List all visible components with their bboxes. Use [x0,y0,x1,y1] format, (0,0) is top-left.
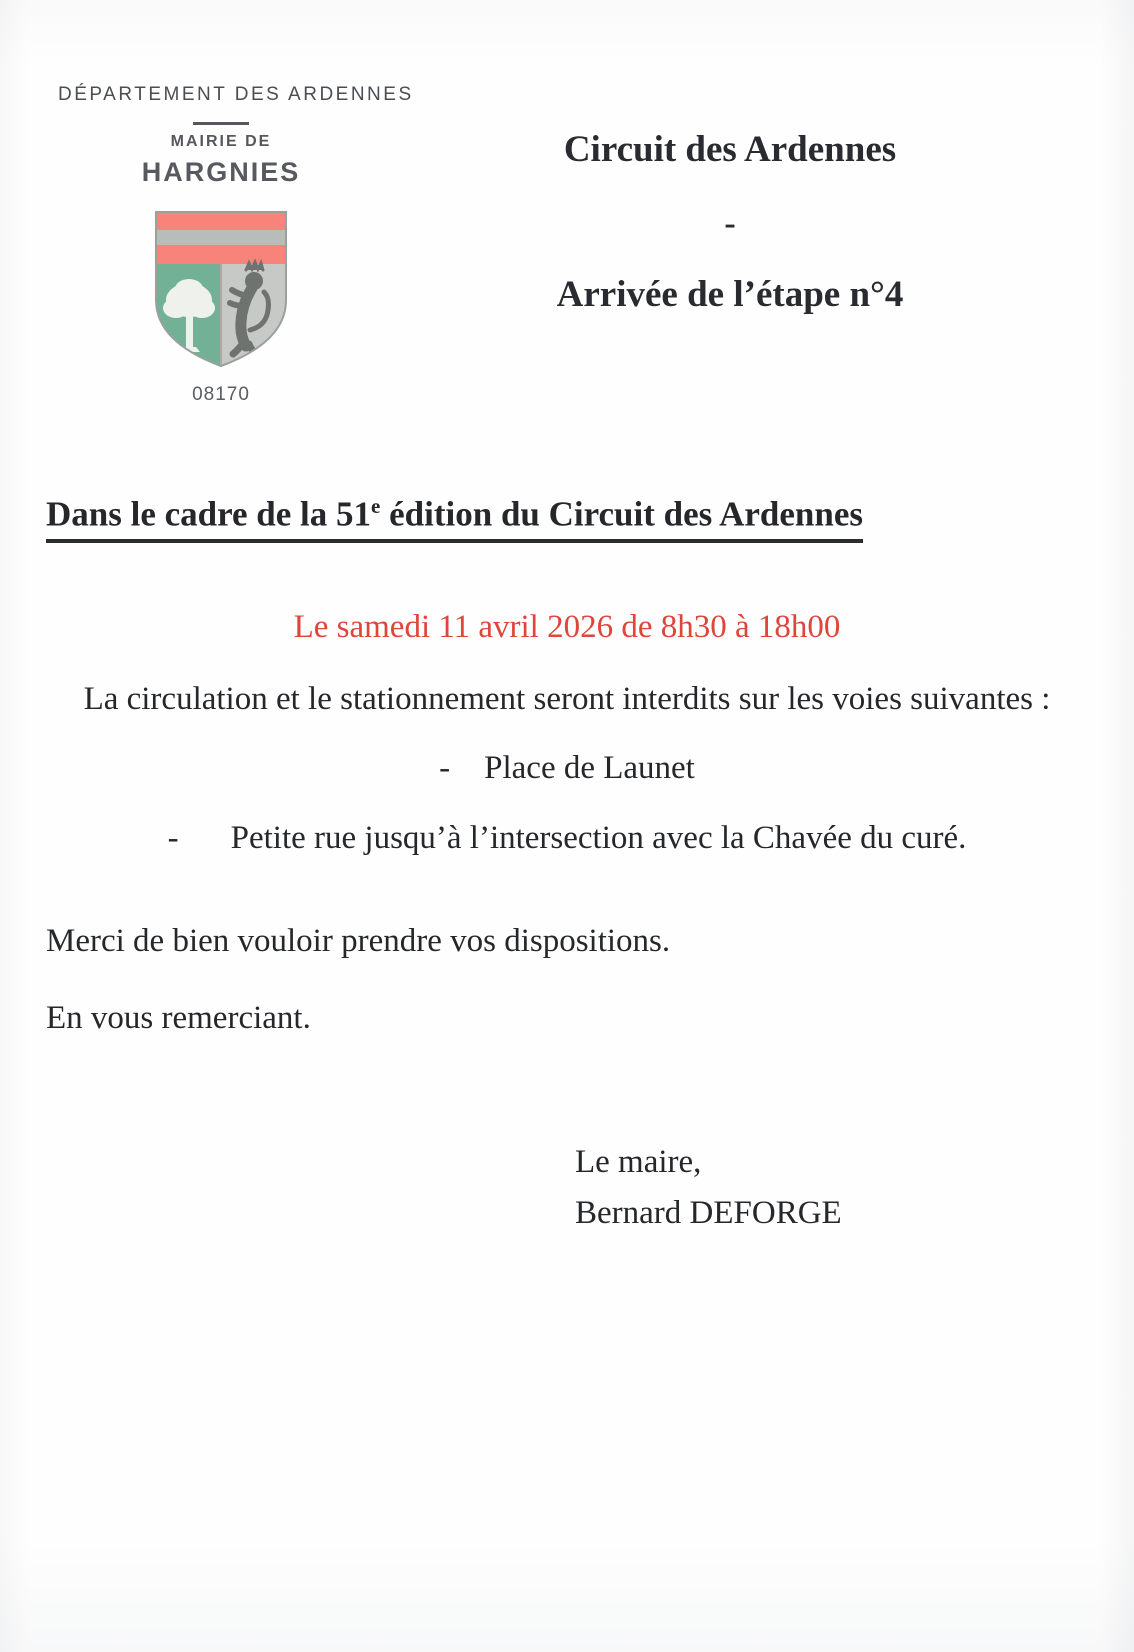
event-subtitle: Arrivée de l’étape n°4 [556,274,904,315]
letterhead-right [440,128,1020,316]
letterhead-left [58,84,414,406]
list-bullet: - [439,749,451,786]
postal-code: 08170 [192,384,250,405]
list-bullet: - [167,820,179,857]
hargnies-coat-of-arms-icon [146,204,296,374]
signature-block [575,1137,1134,1239]
heading-prefix: Dans le cadre de la 51 [46,494,372,534]
signature-role: Le maire, [575,1143,702,1180]
list-item-text: Place de Launet [484,749,695,786]
list-item [57,816,1077,861]
closing-line-1: Merci de bien vouloir prendre vos dispositions. [46,922,671,959]
list-item [0,746,1134,791]
event-title: Circuit des Ardennes [563,129,897,170]
title-separator: - [724,205,736,242]
heading-suffix: édition du Circuit des Ardennes [380,494,863,534]
intro-paragraph: La circulation et le stationnement seront interdits sur les voies suivantes : [83,680,1051,717]
restriction-date-line: Le samedi 11 avril 2026 de 8h30 à 18h00 [293,608,841,645]
department-label: DÉPARTEMENT DES ARDENNES [58,84,414,105]
closing-line-2: En vous remerciant. [46,999,311,1036]
letterhead [0,0,1134,470]
document-heading [46,494,1088,543]
road-list [0,746,1134,861]
letterhead-divider [193,122,249,125]
commune-name: HARGNIES [141,157,301,187]
heading-superscript: e [371,494,381,518]
mairie-de-label: MAIRIE DE [170,133,272,150]
signature-name: Bernard DEFORGE [575,1195,842,1232]
list-item-text: Petite rue jusqu’à l’intersection avec la Chavée du curé. [230,820,967,857]
